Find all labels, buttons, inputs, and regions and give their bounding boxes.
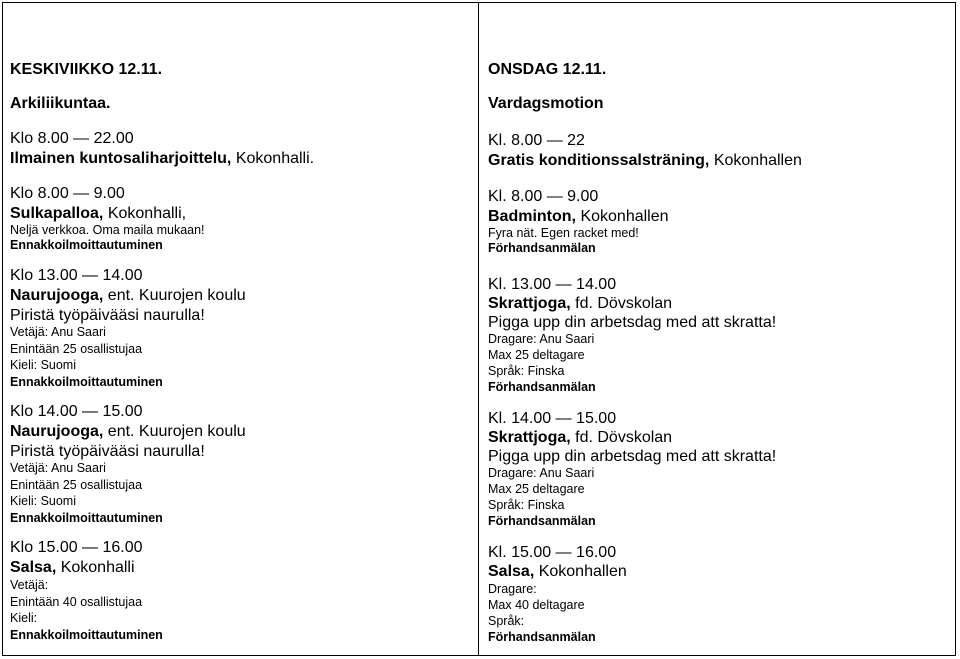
signup-label: Förhandsanmälan [488,630,596,644]
signup-label: Förhandsanmälan [488,380,596,394]
event-language: Kieli: Suomi [10,358,76,372]
event-place: Kokonhalli. [231,150,315,167]
event-name: Sulkapalloa, [10,205,104,222]
event-time: Klo 13.00 — 14.00 [10,267,143,284]
event-leader: Vetäjä: Anu Saari [10,461,106,475]
event-language: Språk: Finska [488,498,565,512]
event-title [10,288,246,304]
event-place: Kokonhallen [709,152,802,169]
event-leader: Dragare: Anu Saari [488,332,595,346]
event-time: Klo 8.00 — 22.00 [10,130,134,147]
event-leader: Vetäjä: [10,578,49,592]
event-title [488,564,627,580]
column-divider [478,2,479,656]
event-time: Kl. 8.00 — 22 [488,132,585,149]
event-leader: Dragare: [488,582,537,596]
event-title [488,430,672,446]
event-place: Kokonhallen [576,208,669,225]
event-title [10,151,314,167]
event-time: Kl. 14.00 — 15.00 [488,410,617,427]
event-language: Kieli: [10,611,38,625]
event-note: Neljä verkkoa. Oma maila mukaan! [10,223,205,237]
event-capacity: Max 25 deltagare [488,482,585,496]
signup-label: Ennakkoilmoittautuminen [10,375,163,389]
event-title [10,206,186,222]
event-time: Kl. 13.00 — 14.00 [488,276,617,293]
event-place: fd. Dövskolan [570,429,673,446]
event-time: Klo 15.00 — 16.00 [10,539,143,556]
event-name: Badminton, [488,208,576,225]
event-language: Språk: Finska [488,364,565,378]
page-frame [2,2,956,656]
event-capacity: Enintään 40 osallistujaa [10,595,143,609]
category-title: Vardagsmotion [488,95,604,112]
event-place: ent. Kuurojen koulu [103,423,246,440]
event-title [488,296,672,312]
signup-label: Ennakkoilmoittautuminen [10,511,163,525]
event-capacity: Enintään 25 osallistujaa [10,342,143,356]
event-name: Skrattjoga, [488,295,571,312]
event-name: Salsa, [10,559,57,576]
event-place: fd. Dövskolan [570,295,673,312]
event-time: Kl. 15.00 — 16.00 [488,544,617,561]
event-capacity: Max 40 deltagare [488,598,585,612]
event-name: Salsa, [488,563,535,580]
event-name: Skrattjoga, [488,429,571,446]
event-leader: Dragare: Anu Saari [488,466,595,480]
event-name: Gratis konditionssalsträning, [488,152,710,169]
event-language: Språk: [488,614,525,628]
signup-label: Ennakkoilmoittautuminen [10,238,163,252]
signup-label: Ennakkoilmoittautuminen [10,628,163,642]
event-title [10,424,246,440]
event-capacity: Enintään 25 osallistujaa [10,478,143,492]
signup-label: Förhandsanmälan [488,514,596,528]
event-name: Ilmainen kuntosaliharjoittelu, [10,150,232,167]
event-language: Kieli: Suomi [10,494,76,508]
event-slogan: Pigga upp din arbetsdag med att skratta! [488,314,777,331]
event-name: Naurujooga, [10,423,104,440]
event-note: Fyra nät. Egen racket med! [488,226,639,240]
day-title: KESKIVIIKKO 12.11. [10,61,163,78]
event-title [488,209,669,225]
event-slogan: Piristä työpäivääsi naurulla! [10,443,205,460]
event-title [10,560,135,576]
event-place: Kokonhalli, [103,205,187,222]
event-capacity: Max 25 deltagare [488,348,585,362]
signup-label: Förhandsanmälan [488,241,596,255]
event-place: Kokonhallen [534,563,627,580]
event-time: Klo 14.00 — 15.00 [10,403,143,420]
day-title: ONSDAG 12.11. [488,61,607,78]
event-title [488,153,802,169]
event-place: Kokonhalli [56,559,135,576]
event-time: Kl. 8.00 — 9.00 [488,188,599,205]
event-time: Klo 8.00 — 9.00 [10,185,125,202]
event-place: ent. Kuurojen koulu [103,287,246,304]
event-slogan: Pigga upp din arbetsdag med att skratta! [488,448,777,465]
category-title: Arkiliikuntaa. [10,95,111,112]
event-name: Naurujooga, [10,287,104,304]
event-leader: Vetäjä: Anu Saari [10,325,106,339]
event-slogan: Piristä työpäivääsi naurulla! [10,307,205,324]
